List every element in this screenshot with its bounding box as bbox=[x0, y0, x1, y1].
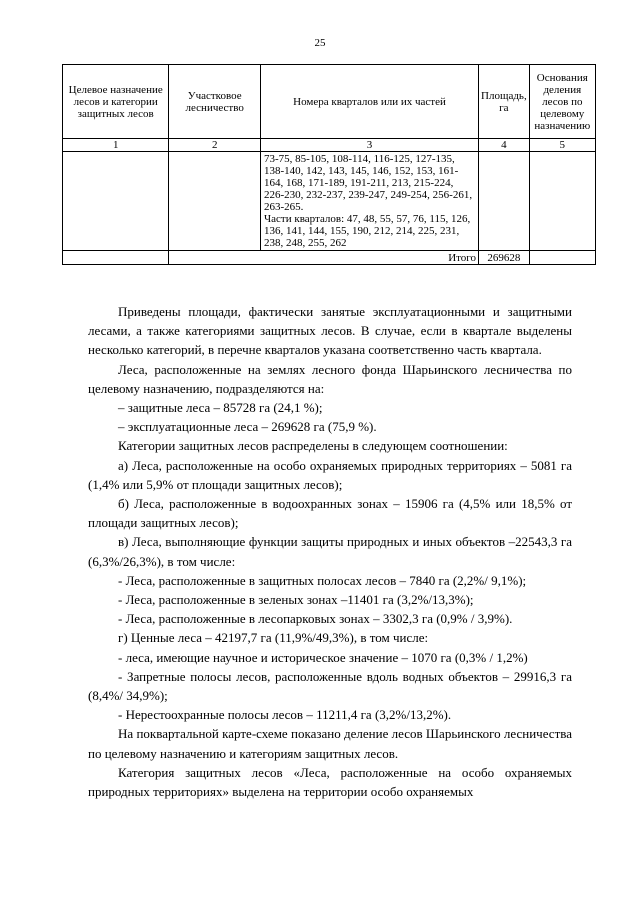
header-quarters: Номера кварталов или их частей bbox=[261, 65, 479, 139]
header-purpose: Целевое назначение лесов и категории защитных лесов bbox=[63, 65, 169, 139]
column-number: 1 bbox=[63, 139, 169, 152]
page-number: 25 bbox=[314, 37, 326, 49]
paragraph: – защитные леса – 85728 га (24,1 %); bbox=[118, 400, 323, 416]
paragraph: - леса, имеющие научное и историческое значение – 1070 га (0,3% / 1,2%) bbox=[118, 649, 528, 665]
quarters-cell bbox=[261, 152, 479, 251]
purpose-cell bbox=[63, 152, 169, 251]
total-empty-cell bbox=[63, 251, 169, 265]
total-label: Итого bbox=[169, 251, 479, 265]
column-number: 4 bbox=[479, 139, 530, 152]
paragraph: - Нерестоохранные полосы лесов – 11211,4 га (3,2%/13,2%). bbox=[118, 707, 452, 723]
paragraph: - Леса, расположенные в зеленых зонах –11401 га (3,2%/13,3%); bbox=[118, 592, 474, 608]
paragraph: б) Леса, расположенные в водоохранных зонах – 15906 га (4,5% или 18,5% от площади защитных лесов); bbox=[88, 496, 572, 531]
area-cell bbox=[479, 152, 530, 251]
paragraph: - Запретные полосы лесов, расположенные вдоль водных объектов – 29916,3 га (8,4%/ 34,9%); bbox=[88, 668, 572, 704]
column-number: 2 bbox=[169, 139, 261, 152]
paragraph: - Леса, расположенные в защитных полосах лесов – 7840 га (2,2%/ 9,1%); bbox=[118, 572, 527, 588]
header-basis: Основания деления лесов по целевому назначению bbox=[529, 65, 595, 139]
paragraph: Леса, расположенные на землях лесного фонда Шарьинского лесничества по целевому назначению, подразделяются на: bbox=[88, 361, 572, 396]
district-cell bbox=[169, 152, 261, 251]
body-text bbox=[88, 302, 572, 801]
total-value: 269628 bbox=[479, 251, 530, 265]
column-number: 3 bbox=[261, 139, 479, 152]
quarters-list: 73-75, 85-105, 108-114, 116-125, 127-135, 138-140, 142, 143, 145, 146, 152, 153, 161-164, 168, 171-189, 191-211, 213, 215-224, 226-230, 232-237, 239-247, 249-254, 256-261, 263-265. bbox=[264, 153, 473, 213]
paragraph: Приведены площади, фактически занятые эксплуатационными и защитными лесами, а также категориями защитных лесов. В случае, если в квартале выделены несколько категорий, в перечне кварталов указана соответственно часть квартала. bbox=[88, 304, 572, 358]
paragraph: На поквартальной карте-схеме показано деление лесов Шарьинского лесничества по целевому назначению и категориям защитных лесов. bbox=[88, 726, 572, 761]
column-number-row bbox=[63, 139, 596, 152]
forest-purpose-table bbox=[62, 64, 596, 265]
paragraph: г) Ценные леса – 42197,7 га (11,9%/49,3%), в том числе: bbox=[118, 630, 429, 646]
paragraph: а) Леса, расположенные на особо охраняемых природных территориях – 5081 га (1,4% или 5,9% от площади защитных лесов); bbox=[88, 457, 572, 492]
paragraph: - Леса, расположенные в лесопарковых зонах – 3302,3 га (0,9% / 3,9%). bbox=[118, 611, 513, 627]
column-number: 5 bbox=[529, 139, 595, 152]
header-area: Площадь, га bbox=[479, 65, 530, 139]
quarters-parts: Части кварталов: 47, 48, 55, 57, 76, 115, 126, 136, 141, 144, 155, 190, 212, 214, 225, 231, 238, 248, 255, 262 bbox=[264, 213, 471, 249]
paragraph: Категории защитных лесов распределены в следующем соотношении: bbox=[118, 438, 508, 454]
paragraph: – эксплуатационные леса – 269628 га (75,9 %). bbox=[118, 419, 377, 435]
header-district: Участковое лесничество bbox=[169, 65, 261, 139]
paragraph: Категория защитных лесов «Леса, расположенные на особо охраняемых природных территориях» выделена на территории особо охраняемых bbox=[88, 764, 572, 800]
total-row bbox=[63, 251, 596, 265]
table-row bbox=[63, 152, 596, 251]
basis-cell bbox=[529, 152, 595, 251]
paragraph: в) Леса, выполняющие функции защиты природных и иных объектов –22543,3 га (6,3%/26,3%), в том числе: bbox=[88, 534, 572, 569]
total-basis-cell bbox=[529, 251, 595, 265]
table-header-row bbox=[63, 65, 596, 139]
